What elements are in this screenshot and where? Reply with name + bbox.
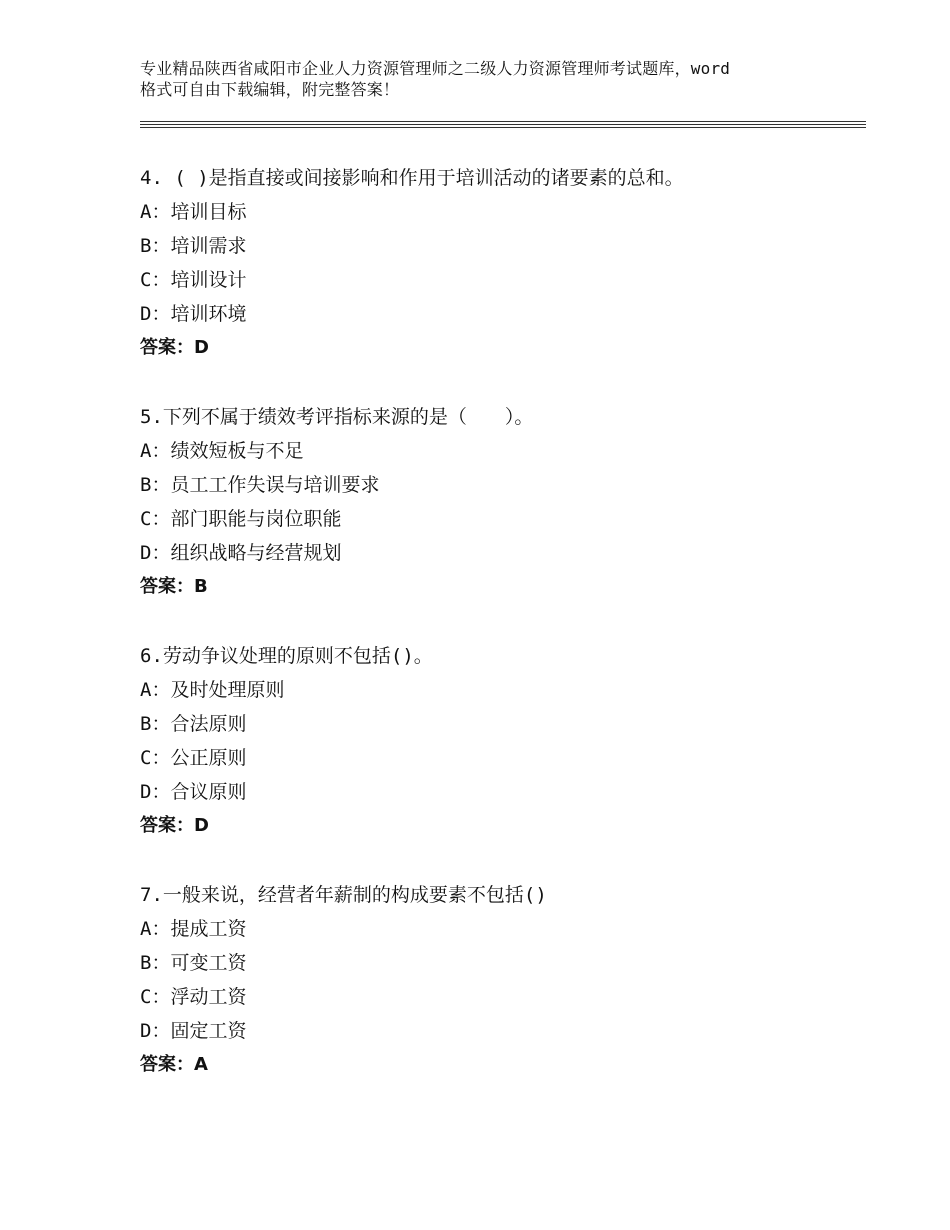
answer-label: 答案：A: [140, 1054, 208, 1075]
header-divider-bottom: [140, 127, 866, 128]
option-d: D：培训环境: [140, 303, 247, 325]
header-line-1: 专业精品陕西省咸阳市企业人力资源管理师之二级人力资源管理师考试题库，word: [140, 59, 731, 78]
option-d: D：固定工资: [140, 1020, 247, 1042]
option-a: A：绩效短板与不足: [140, 440, 304, 462]
option-a: A：培训目标: [140, 201, 247, 223]
answer-label: 答案：B: [140, 576, 208, 597]
answer-label: 答案：D: [140, 815, 209, 836]
question-stem: 4. ( )是指直接或间接影响和作用于培训活动的诸要素的总和。: [140, 167, 684, 189]
question-block: [140, 161, 860, 365]
option-b: B：可变工资: [140, 952, 247, 974]
header-divider-top: [140, 121, 866, 122]
document-header: [140, 58, 840, 100]
question-stem: 6.劳动争议处理的原则不包括()。: [140, 645, 433, 667]
option-b: B：员工工作失误与培训要求: [140, 474, 380, 496]
answer-label: 答案：D: [140, 337, 209, 358]
header-divider-middle: [140, 124, 866, 125]
header-line-2: 格式可自由下载编辑，附完整答案！: [140, 80, 400, 99]
question-stem: 7.一般来说，经营者年薪制的构成要素不包括(): [140, 884, 547, 906]
question-block: [140, 400, 860, 604]
option-b: B：合法原则: [140, 713, 247, 735]
option-d: D：组织战略与经营规划: [140, 542, 342, 564]
option-c: C：公正原则: [140, 747, 247, 769]
question-stem: 5.下列不属于绩效考评指标来源的是（ ）。: [140, 406, 534, 428]
option-a: A：提成工资: [140, 918, 247, 940]
option-a: A：及时处理原则: [140, 679, 285, 701]
question-block: [140, 878, 860, 1082]
option-c: C：培训设计: [140, 269, 247, 291]
option-d: D：合议原则: [140, 781, 247, 803]
option-c: C：浮动工资: [140, 986, 247, 1008]
option-c: C：部门职能与岗位职能: [140, 508, 342, 530]
question-block: [140, 639, 860, 843]
option-b: B：培训需求: [140, 235, 247, 257]
